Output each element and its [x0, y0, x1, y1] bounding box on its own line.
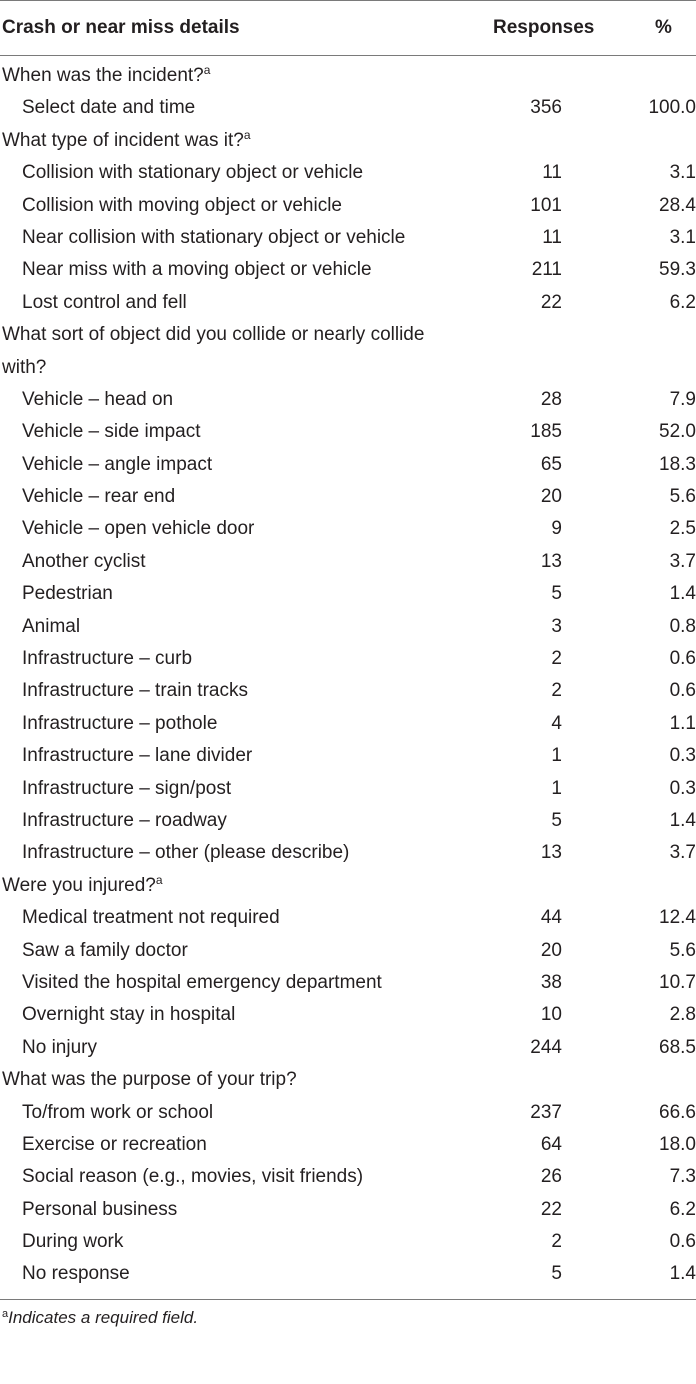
table-row — [0, 254, 696, 286]
row-responses: 1 — [551, 777, 562, 799]
table-row — [0, 546, 696, 578]
row-responses: 244 — [530, 1036, 562, 1058]
table-row — [0, 773, 696, 805]
row-responses: 9 — [551, 518, 562, 540]
row-percent: 3.7 — [669, 842, 696, 864]
row-label: Collision with moving object or vehicle — [22, 194, 342, 216]
table-row — [0, 190, 696, 222]
row-responses: 28 — [540, 388, 562, 410]
table-row — [0, 578, 696, 610]
row-label: Overnight stay in hospital — [22, 1004, 236, 1026]
row-percent: 6.2 — [669, 291, 696, 313]
row-responses: 20 — [540, 486, 562, 508]
table-row — [0, 157, 696, 189]
row-label: Personal business — [22, 1198, 178, 1220]
row-percent: 1.4 — [669, 810, 696, 831]
row-percent: 100.0 — [648, 97, 696, 119]
row-label: Collision with stationary object or vehicle — [22, 162, 364, 184]
table-row — [0, 999, 696, 1031]
row-label: Infrastructure – sign/post — [22, 777, 232, 799]
row-responses: 2 — [551, 648, 562, 670]
row-responses: 11 — [542, 162, 562, 184]
row-label: During work — [22, 1231, 124, 1253]
footnote-marker: a — [2, 1307, 9, 1320]
row-percent: 10.7 — [659, 971, 696, 993]
row-label: Vehicle – head on — [22, 388, 174, 410]
row-responses: 20 — [540, 939, 562, 961]
table-row — [0, 481, 696, 513]
row-percent: 66.6 — [659, 1101, 696, 1123]
row-percent: 28.4 — [659, 194, 696, 216]
row-label: Near collision with stationary object or vehicle — [22, 226, 406, 248]
row-responses: 1 — [551, 745, 562, 767]
row-responses: 5 — [551, 1263, 562, 1285]
table-row — [0, 416, 696, 448]
row-label: Lost control and fell — [22, 291, 187, 313]
row-responses: 101 — [530, 194, 562, 216]
row-percent: 2.5 — [669, 518, 696, 540]
row-percent: 68.5 — [659, 1036, 696, 1058]
header-responses: Responses — [493, 17, 595, 38]
table-row — [0, 287, 696, 319]
row-label: Vehicle – angle impact — [22, 453, 213, 475]
row-responses: 356 — [530, 97, 562, 119]
row-percent: 5.6 — [669, 939, 696, 961]
table-row — [0, 1032, 696, 1064]
table-header — [0, 1, 696, 55]
section-title — [2, 319, 432, 384]
row-label: Infrastructure – roadway — [22, 810, 227, 831]
row-percent: 0.6 — [669, 648, 696, 670]
table-body — [0, 56, 696, 1291]
table-row — [0, 902, 696, 934]
row-label: Infrastructure – pothole — [22, 712, 218, 734]
row-percent: 0.8 — [669, 615, 696, 637]
row-responses: 211 — [531, 259, 562, 281]
section-heading — [0, 870, 696, 902]
table-row — [0, 837, 696, 869]
header-percent: % — [655, 17, 672, 38]
row-label: Select date and time — [22, 97, 196, 119]
table-row — [0, 643, 696, 675]
row-responses: 13 — [540, 842, 562, 864]
row-percent: 7.3 — [669, 1166, 696, 1188]
row-responses: 2 — [551, 680, 562, 702]
table-row — [0, 1161, 696, 1193]
section-title — [2, 60, 210, 92]
row-responses: 237 — [530, 1101, 562, 1123]
row-percent: 1.1 — [669, 712, 696, 734]
table-row — [0, 611, 696, 643]
row-label: Animal — [22, 615, 81, 637]
row-percent: 3.1 — [669, 162, 696, 184]
row-label: Pedestrian — [22, 583, 113, 605]
section-title-text: What sort of object did you collide or nearly collide with? — [2, 324, 425, 378]
row-percent: 0.3 — [669, 777, 696, 799]
row-responses: 10 — [540, 1004, 562, 1026]
table-row — [0, 805, 696, 837]
section-title-text: What was the purpose of your trip? — [2, 1069, 297, 1091]
section-title-text: What type of incident was it? — [2, 129, 244, 151]
section-heading — [0, 1064, 696, 1096]
row-label: Vehicle – open vehicle door — [22, 518, 255, 540]
header-details: Crash or near miss details — [2, 17, 240, 38]
row-responses: 13 — [540, 550, 562, 572]
row-responses: 44 — [540, 907, 562, 929]
row-responses: 64 — [540, 1133, 562, 1155]
row-responses: 4 — [551, 712, 562, 734]
section-title — [2, 1064, 297, 1096]
footnote — [0, 1300, 696, 1328]
row-percent: 12.4 — [659, 907, 696, 929]
row-label: Visited the hospital emergency department — [22, 971, 382, 993]
table-row — [0, 92, 696, 124]
row-label: Medical treatment not required — [22, 907, 280, 929]
row-label: Infrastructure – other (please describe) — [22, 842, 350, 864]
required-marker: a — [203, 63, 211, 77]
row-percent: 59.3 — [659, 259, 696, 281]
row-percent: 1.4 — [669, 1263, 696, 1285]
row-percent: 52.0 — [659, 421, 696, 443]
row-label: Saw a family doctor — [22, 939, 188, 961]
table-row — [0, 513, 696, 545]
table-row — [0, 449, 696, 481]
section-heading — [0, 125, 696, 157]
row-percent: 3.1 — [669, 226, 696, 248]
row-label: Vehicle – side impact — [22, 421, 201, 443]
row-label: To/from work or school — [22, 1101, 214, 1123]
row-responses: 26 — [540, 1166, 562, 1188]
row-label: Near miss with a moving object or vehicle — [22, 259, 372, 281]
row-percent: 1.4 — [669, 583, 696, 605]
table-row — [0, 935, 696, 967]
row-percent: 7.9 — [669, 388, 696, 410]
section-title-text: When was the incident? — [2, 65, 204, 86]
row-responses: 5 — [551, 583, 562, 605]
row-label: Vehicle – rear end — [22, 486, 176, 508]
row-responses: 185 — [530, 421, 562, 443]
table-row — [0, 384, 696, 416]
row-responses: 2 — [551, 1231, 562, 1253]
row-label: No injury — [22, 1036, 97, 1058]
required-marker: a — [243, 127, 251, 142]
row-label: Infrastructure – train tracks — [22, 680, 248, 702]
footnote-text: Indicates a required field. — [8, 1307, 199, 1327]
row-label: Infrastructure – curb — [22, 648, 193, 670]
row-percent: 18.3 — [659, 453, 696, 475]
row-responses: 11 — [542, 226, 562, 248]
row-label: Another cyclist — [22, 550, 146, 572]
table-row — [0, 1226, 696, 1258]
row-percent: 6.2 — [669, 1198, 696, 1220]
row-percent: 18.0 — [659, 1133, 696, 1155]
table-row — [0, 1194, 696, 1226]
row-label: No response — [22, 1263, 130, 1285]
table-row — [0, 1129, 696, 1161]
row-label: Social reason (e.g., movies, visit friends) — [22, 1166, 364, 1188]
section-heading — [0, 319, 696, 384]
row-percent: 0.3 — [669, 745, 696, 767]
table-row — [0, 222, 696, 254]
row-responses: 22 — [540, 291, 562, 313]
row-responses: 22 — [540, 1198, 562, 1220]
row-label: Infrastructure – lane divider — [22, 745, 253, 767]
row-percent: 0.6 — [669, 680, 696, 702]
section-title — [2, 125, 251, 157]
required-marker: a — [155, 872, 163, 887]
row-percent: 3.7 — [669, 550, 696, 572]
table-row — [0, 1258, 696, 1290]
section-heading — [0, 60, 696, 92]
row-responses: 38 — [540, 971, 562, 993]
table-row — [0, 708, 696, 740]
row-percent: 2.8 — [669, 1004, 696, 1026]
row-responses: 65 — [540, 453, 562, 475]
table-row — [0, 967, 696, 999]
table-row — [0, 1097, 696, 1129]
table-row — [0, 740, 696, 772]
row-responses: 3 — [551, 615, 562, 637]
row-label: Exercise or recreation — [22, 1133, 207, 1155]
row-responses: 5 — [551, 810, 562, 831]
row-percent: 0.6 — [669, 1231, 696, 1253]
row-percent: 5.6 — [669, 486, 696, 508]
section-title — [2, 870, 163, 902]
table-row — [0, 675, 696, 707]
section-title-text: Were you injured? — [2, 874, 156, 896]
